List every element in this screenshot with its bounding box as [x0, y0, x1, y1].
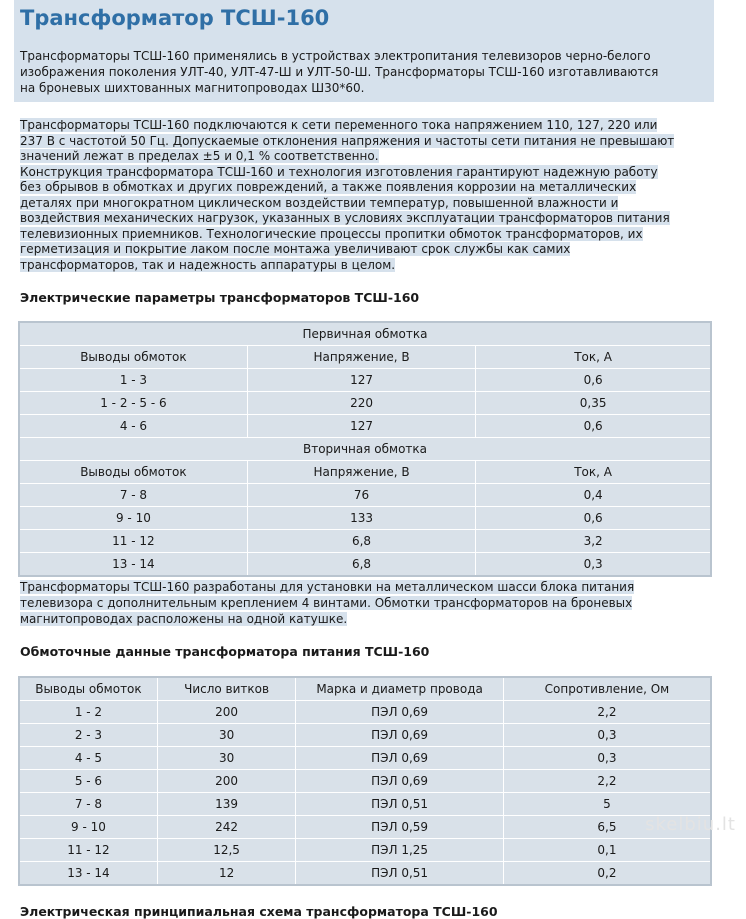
- table-cell: 0,6: [476, 369, 711, 392]
- body-line: воздействия механических нагрузок, указанных в условиях эксплуатации трансформаторов питания: [20, 211, 670, 225]
- column-header: Выводы обмоток: [19, 346, 247, 369]
- table-cell: 13 - 14: [19, 553, 247, 577]
- page-title: Трансформатор ТСШ-160: [20, 6, 330, 30]
- table-row: [19, 862, 711, 886]
- body-line: Трансформаторы ТСШ-160 подключаются к сети переменного тока напряжением 110, 127, 220 или: [20, 118, 658, 132]
- table-cell: 2 - 3: [19, 724, 157, 747]
- body-line: без обрывов в обмотках и других повреждений, а также появления коррозии на металлических: [20, 180, 637, 194]
- table-cell: 0,2: [503, 862, 711, 886]
- table-cell: 133: [247, 507, 475, 530]
- intro-line: на броневых шихтованных магнитопроводах Ш30*60.: [20, 81, 365, 95]
- table-cell: 30: [157, 724, 295, 747]
- table-cell: ПЭЛ 0,69: [296, 724, 504, 747]
- table-cell: 127: [247, 369, 475, 392]
- table-row: [19, 392, 711, 415]
- table-cell: 5: [503, 793, 711, 816]
- column-header: Выводы обмоток: [19, 677, 157, 701]
- mounting-paragraph: [14, 579, 714, 627]
- table-cell: 0,6: [476, 415, 711, 438]
- header-block: [14, 0, 714, 102]
- intro-paragraph: [14, 36, 714, 102]
- table-row: [19, 507, 711, 530]
- table-cell: 9 - 10: [19, 507, 247, 530]
- table-cell: 0,35: [476, 392, 711, 415]
- table-cell: 13 - 14: [19, 862, 157, 886]
- column-header: Напряжение, В: [247, 461, 475, 484]
- table-cell: 3,2: [476, 530, 711, 553]
- column-header: Число витков: [157, 677, 295, 701]
- table-cell: 30: [157, 747, 295, 770]
- table-cell: ПЭЛ 0,51: [296, 793, 504, 816]
- table-cell: 220: [247, 392, 475, 415]
- table-cell: 12,5: [157, 839, 295, 862]
- table-row: [19, 770, 711, 793]
- table-row: [19, 484, 711, 507]
- primary-winding-header: Первичная обмотка: [19, 322, 711, 346]
- intro-line: изображения поколения УЛТ-40, УЛТ-47-Ш и УЛТ-50-Ш. Трансформаторы ТСШ-160 изготавливаются: [20, 65, 659, 79]
- column-header: Ток, А: [476, 461, 711, 484]
- table-cell: 6,5: [503, 816, 711, 839]
- table-cell: ПЭЛ 0,69: [296, 747, 504, 770]
- column-header: Ток, А: [476, 346, 711, 369]
- table-cell: ПЭЛ 1,25: [296, 839, 504, 862]
- body-line: трансформаторов, так и надежность аппаратуры в целом.: [20, 257, 396, 272]
- table-cell: ПЭЛ 0,59: [296, 816, 504, 839]
- table-cell: 11 - 12: [19, 839, 157, 862]
- table-cell: 1 - 2: [19, 701, 157, 724]
- mounting-line: телевизора с дополнительным креплением 4 винтами. Обмотки трансформаторов на броневых: [20, 596, 633, 610]
- watermark-text: skelbiu.lt: [645, 814, 736, 835]
- mounting-line: Трансформаторы ТСШ-160 разработаны для установки на металлическом шасси блока питания: [20, 580, 635, 594]
- table-cell: 200: [157, 701, 295, 724]
- table-row: [19, 793, 711, 816]
- table-cell: ПЭЛ 0,51: [296, 862, 504, 886]
- table-cell: 242: [157, 816, 295, 839]
- table-cell: 1 - 2 - 5 - 6: [19, 392, 247, 415]
- body-line: значений лежат в пределах ±5 и 0,1 % соответственно.: [20, 149, 379, 163]
- table-cell: ПЭЛ 0,69: [296, 770, 504, 793]
- table-cell: 139: [157, 793, 295, 816]
- table-cell: 4 - 5: [19, 747, 157, 770]
- table-cell: 12: [157, 862, 295, 886]
- table-cell: 6,8: [247, 553, 475, 577]
- table-cell: ПЭЛ 0,69: [296, 701, 504, 724]
- body-paragraph: [14, 118, 714, 273]
- body-line: деталях при многократном циклическом воздействии температур, повышенной влажности и: [20, 195, 619, 210]
- table-cell: 0,3: [503, 724, 711, 747]
- table-row: [19, 724, 711, 747]
- table-row: [19, 530, 711, 553]
- table-row: [19, 701, 711, 724]
- table-cell: 200: [157, 770, 295, 793]
- body-line: герметизация и покрытие лаком после монтажа увеличивают срок службы как самих: [20, 242, 571, 256]
- table-cell: 0,3: [503, 747, 711, 770]
- table-cell: 2,2: [503, 701, 711, 724]
- secondary-winding-header: Вторичная обмотка: [19, 438, 711, 461]
- column-header: Сопротивление, Ом: [503, 677, 711, 701]
- body-line: 237 В с частотой 50 Гц. Допускаемые отклонения напряжения и частоты сети питания не превышают: [20, 133, 675, 148]
- intro-line: Трансформаторы ТСШ-160 применялись в устройствах электропитания телевизоров черно-белого: [20, 49, 651, 63]
- table-cell: 76: [247, 484, 475, 507]
- column-header: Выводы обмоток: [19, 461, 247, 484]
- table-cell: 4 - 6: [19, 415, 247, 438]
- table-cell: 7 - 8: [19, 484, 247, 507]
- table-row: [19, 369, 711, 392]
- table-cell: 11 - 12: [19, 530, 247, 553]
- table-cell: 0,4: [476, 484, 711, 507]
- table-cell: 9 - 10: [19, 816, 157, 839]
- table-row: [19, 747, 711, 770]
- table-cell: 0,1: [503, 839, 711, 862]
- section-title-schematic: Электрическая принципиальная схема трансформатора ТСШ-160: [20, 904, 498, 919]
- table-cell: 5 - 6: [19, 770, 157, 793]
- electrical-params-table: [18, 321, 712, 577]
- section-title-winding: Обмоточные данные трансформатора питания ТСШ-160: [20, 644, 430, 659]
- mounting-line: магнитопроводах расположены на одной катушке.: [20, 612, 348, 626]
- table-cell: 1 - 3: [19, 369, 247, 392]
- table-cell: 7 - 8: [19, 793, 157, 816]
- table-cell: 0,6: [476, 507, 711, 530]
- table-cell: 6,8: [247, 530, 475, 553]
- table-row: [19, 816, 711, 839]
- column-header: Напряжение, В: [247, 346, 475, 369]
- table-row: [19, 839, 711, 862]
- table-cell: 127: [247, 415, 475, 438]
- body-line: телевизионных приемников. Технологические процессы пропитки обмоток трансформаторов, их: [20, 226, 643, 241]
- body-line: Конструкция трансформатора ТСШ-160 и технология изготовления гарантируют надежную работу: [20, 164, 658, 179]
- table-cell: 2,2: [503, 770, 711, 793]
- winding-data-table: [18, 676, 712, 886]
- section-title-electrical: Электрические параметры трансформаторов ТСШ-160: [20, 290, 420, 305]
- table-row: [19, 415, 711, 438]
- column-header: Марка и диаметр провода: [296, 677, 504, 701]
- table-cell: 0,3: [476, 553, 711, 577]
- table-row: [19, 553, 711, 577]
